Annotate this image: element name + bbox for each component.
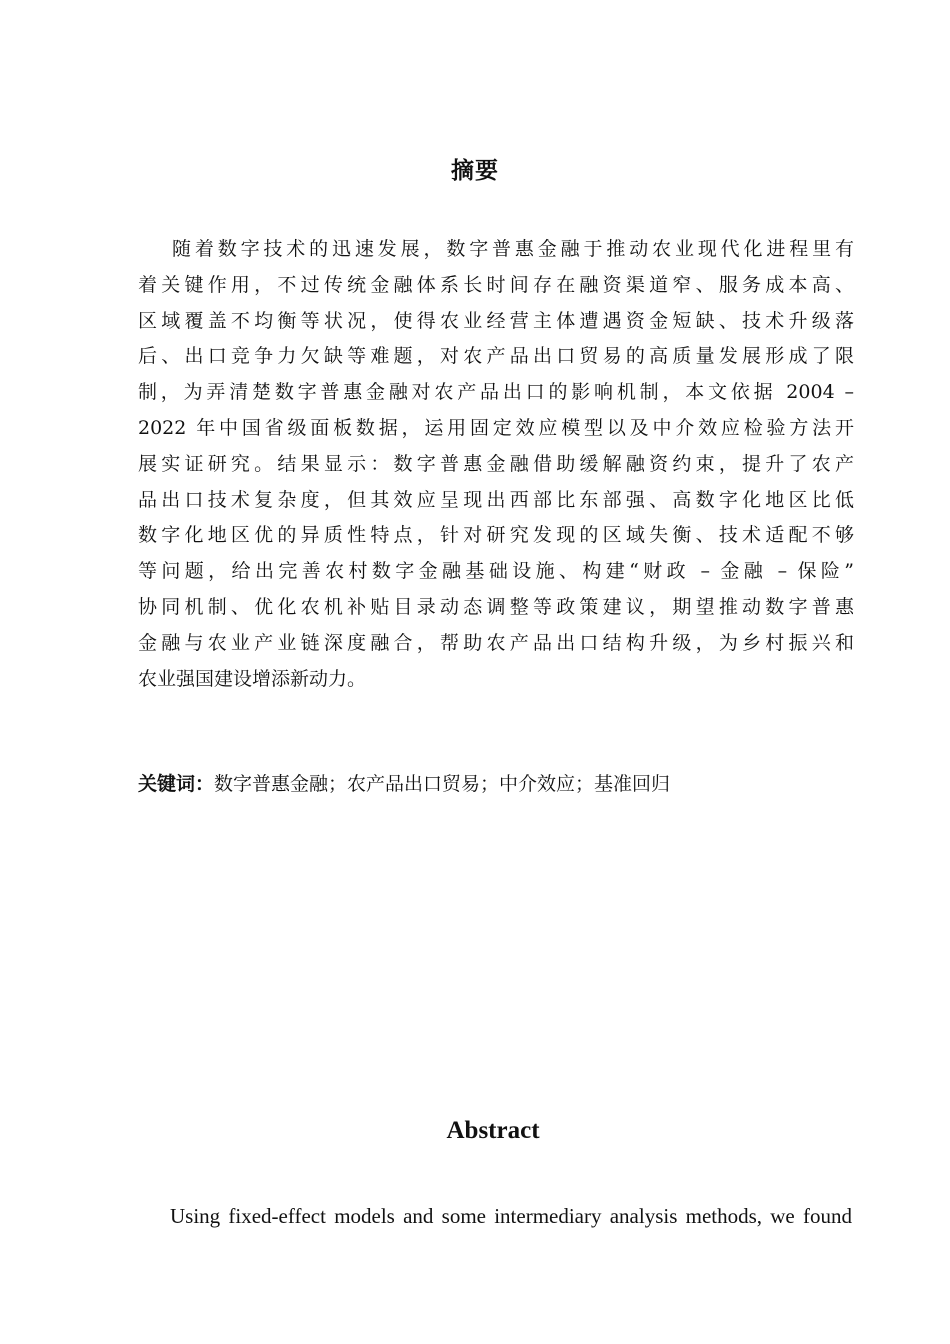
abstract-line: 协同机制、优化农机补贴目录动态调整等政策建议，期望推动数字普惠 <box>138 595 854 618</box>
abstract-line: 制，为弄清楚数字普惠金融对农产品出口的影响机制，本文依据 2004 – <box>138 381 854 404</box>
english-abstract-title: Abstract <box>446 1117 540 1144</box>
chinese-abstract-body <box>138 232 854 697</box>
keywords-line <box>138 768 854 800</box>
abstract-line: 展实证研究。结果显示：数字普惠金融借助缓解融资约束，提升了农产 <box>138 452 854 475</box>
abstract-line: 区域覆盖不均衡等状况，使得农业经营主体遭遇资金短缺、技术升级落 <box>138 309 854 332</box>
abstract-line: 后、出口竞争力欠缺等难题，对农产品出口贸易的高质量发展形成了限 <box>138 345 854 368</box>
abstract-line: 品出口技术复杂度，但其效应呈现出西部比东部强、高数字化地区比低 <box>138 488 854 511</box>
abstract-line: 2022 年中国省级面板数据，运用固定效应模型以及中介效应检验方法开 <box>138 416 854 439</box>
abstract-line: 着关键作用，不过传统金融体系长时间存在融资渠道窄、服务成本高、 <box>138 273 854 296</box>
abstract-line: 农业强国建设增添新动力。 <box>138 667 367 690</box>
abstract-line: 等问题，给出完善农村数字金融基础设施、构建“财政 – 金融 – 保险” <box>138 560 854 583</box>
abstract-line: 金融与农业产业链深度融合，帮助农产品出口结构升级，为乡村振兴和 <box>138 631 854 654</box>
keywords-label: 关键词： <box>138 773 215 795</box>
abstract-line: 数字化地区优的异质性特点，针对研究发现的区域失衡、技术适配不够 <box>138 524 854 547</box>
abstract-line: 随着数字技术的迅速发展，数字普惠金融于推动农业现代化进程里有 <box>172 238 854 260</box>
keywords-text: 数字普惠金融；农产品出口贸易；中介效应；基准回归 <box>214 773 671 795</box>
chinese-abstract-title: 摘要 <box>451 158 499 184</box>
english-abstract-first-line: Using fixed-effect models and some intermediary analysis methods, we found <box>170 1204 852 1228</box>
